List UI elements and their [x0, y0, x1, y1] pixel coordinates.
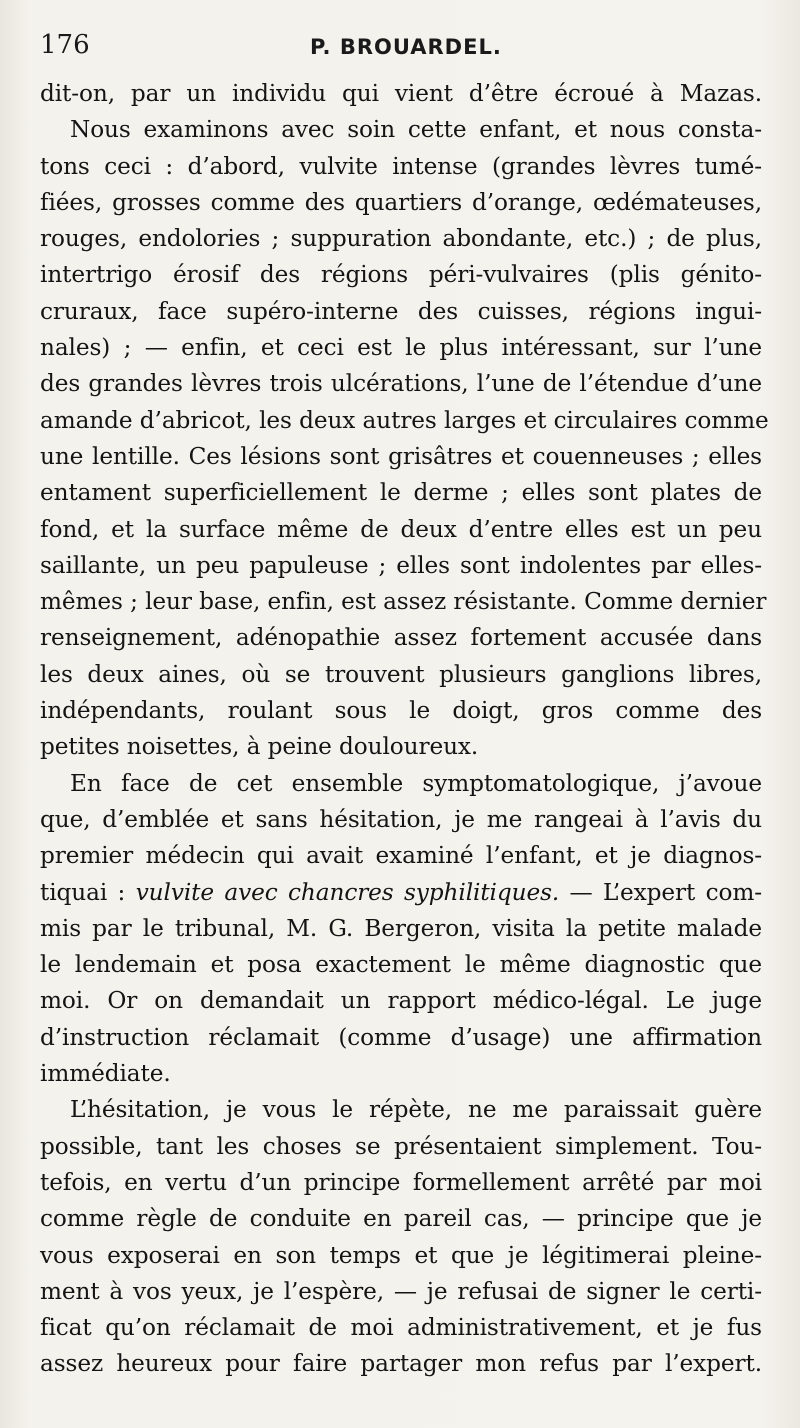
text-segment: le lendemain et posa exactement le même diagnostic que: [40, 951, 762, 979]
text-segment: fond, et la surface même de deux d’entre elles est un peu: [40, 515, 762, 543]
text-line: [40, 439, 762, 475]
text-line: [40, 729, 762, 765]
text-segment: premier médecin qui avait examiné l’enfant, et je diagnos-: [40, 842, 762, 870]
text-line: [40, 875, 762, 911]
text-line: [40, 221, 762, 257]
text-line: [40, 112, 762, 148]
text-segment: les deux aines, où se trouvent plusieurs ganglions libres,: [40, 660, 762, 688]
text-line: [40, 1092, 762, 1128]
text-segment: indépendants, roulant sous le doigt, gros comme des: [40, 697, 762, 725]
text-segment: L’hésitation, je vous le répète, ne me paraissait guère: [70, 1096, 762, 1124]
text-line: [40, 1020, 762, 1056]
text-segment: ficat qu’on réclamait de moi administrativement, et je fus: [40, 1314, 762, 1342]
text-line: [40, 1201, 762, 1237]
text-segment: fiées, grosses comme des quartiers d’orange, œdémateuses,: [40, 188, 762, 216]
text-segment: possible, tant les choses se présentaient simplement. Tou-: [40, 1132, 762, 1160]
text-line: [40, 1238, 762, 1274]
text-line: [40, 838, 762, 874]
text-line: [40, 983, 762, 1019]
text-line: [40, 475, 762, 511]
body-text: [40, 76, 769, 1383]
text-segment: saillante, un peu papuleuse ; elles sont indolentes par elles-: [40, 551, 762, 579]
text-line: [40, 366, 762, 402]
text-line: [40, 1274, 762, 1310]
running-head: P. BROUARDEL.: [310, 35, 502, 59]
text-line: [40, 1129, 762, 1165]
text-line: [40, 584, 767, 620]
text-segment: petites noisettes, à peine douloureux.: [40, 733, 479, 761]
text-segment: nales) ; — enfin, et ceci est le plus intéressant, sur l’une: [40, 334, 762, 362]
text-line: [40, 1310, 762, 1346]
text-line: [40, 911, 762, 947]
text-segment: vous exposerai en son temps et que je légitimerai pleine-: [40, 1241, 762, 1269]
text-segment: — L’expert com-: [559, 878, 762, 906]
text-line: [40, 403, 769, 439]
text-line: [40, 947, 762, 983]
italic-text: vulvite avec chancres syphilitiques.: [135, 878, 560, 906]
text-line: [40, 330, 762, 366]
text-segment: entament superficiellement le derme ; elles sont plates de: [40, 479, 762, 507]
text-segment: Nous examinons avec soin cette enfant, et nous consta-: [70, 116, 762, 144]
text-segment: tons ceci : d’abord, vulvite intense (grandes lèvres tumé-: [40, 152, 762, 180]
text-segment: amande d’abricot, les deux autres larges et circulaires comme: [40, 406, 769, 434]
text-line: [40, 294, 762, 330]
text-segment: renseignement, adénopathie assez fortement accusée dans: [40, 624, 762, 652]
text-segment: immédiate.: [40, 1060, 171, 1088]
text-segment: mis par le tribunal, M. G. Bergeron, visita la petite malade: [40, 914, 762, 942]
text-segment: dit-on, par un individu qui vient d’être écroué à Mazas.: [40, 80, 762, 107]
text-segment: tiquai :: [40, 878, 136, 906]
text-segment: En face de cet ensemble symptomatologique, j’avoue: [70, 769, 762, 797]
text-line: [40, 802, 762, 838]
text-line: [40, 620, 762, 656]
page-number: 176: [40, 30, 90, 60]
text-line: [40, 1056, 762, 1092]
text-line: [40, 1346, 762, 1382]
text-segment: cruraux, face supéro-interne des cuisses, régions ingui-: [40, 297, 762, 325]
text-line: [40, 1165, 762, 1201]
text-line: [40, 185, 762, 221]
text-segment: ment à vos yeux, je l’espère, — je refusai de signer le certi-: [40, 1277, 762, 1305]
text-segment: des grandes lèvres trois ulcérations, l’une de l’étendue d’une: [40, 370, 762, 398]
text-line: [40, 548, 762, 584]
text-line: [40, 76, 762, 112]
text-line: [40, 657, 762, 693]
text-line: [40, 257, 762, 293]
text-segment: comme règle de conduite en pareil cas, — principe que je: [40, 1205, 762, 1233]
text-line: [40, 512, 762, 548]
text-segment: assez heureux pour faire partager mon refus par l’expert.: [40, 1350, 762, 1378]
text-line: [40, 693, 762, 729]
text-line: [40, 766, 762, 802]
text-segment: moi. Or on demandait un rapport médico-légal. Le juge: [40, 987, 762, 1015]
text-segment: mêmes ; leur base, enfin, est assez résistante. Comme dernier: [40, 588, 767, 616]
text-segment: que, d’emblée et sans hésitation, je me rangeai à l’avis du: [40, 805, 762, 833]
text-segment: une lentille. Ces lésions sont grisâtres et couenneuses ; elles: [40, 442, 762, 470]
page-header: [40, 30, 762, 70]
text-line: [40, 149, 762, 185]
text-segment: intertrigo érosif des régions péri-vulvaires (plis génito-: [40, 261, 762, 289]
text-segment: rouges, endolories ; suppuration abondante, etc.) ; de plus,: [40, 225, 762, 253]
text-segment: d’instruction réclamait (comme d’usage) une affirmation: [40, 1023, 762, 1051]
text-segment: tefois, en vertu d’un principe formellement arrêté par moi: [40, 1168, 762, 1196]
